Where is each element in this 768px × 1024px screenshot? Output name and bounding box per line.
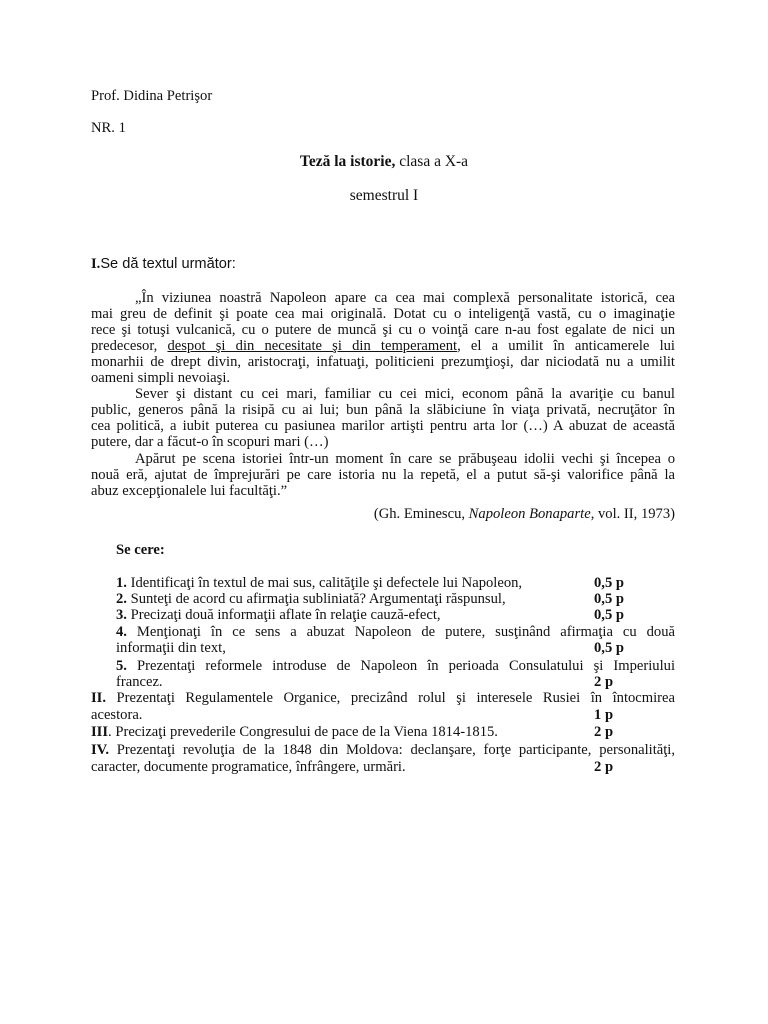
- citation-book-title: Napoleon Bonaparte: [468, 506, 591, 522]
- requirement-4: [116, 624, 675, 640]
- citation: [374, 506, 675, 522]
- requirement-number: 3.: [116, 607, 127, 623]
- citation-end: , vol. II, 1973): [590, 506, 675, 522]
- document-number: NR. 1: [91, 120, 126, 136]
- section-1-label: I.: [91, 256, 101, 272]
- section-3-points: 2 p: [594, 724, 614, 740]
- section-2: [91, 690, 675, 706]
- section-text: . Precizaţi prevederile Congresului de pace de la Viena 1814-1815.: [108, 724, 498, 740]
- requirements-heading: Se cere:: [116, 542, 165, 558]
- requirement-number: 5.: [116, 658, 127, 674]
- quote-p3-line1: Apărut pe scena istoriei într-un moment în care se prăbuşeau idolii vechi şi începea o: [135, 451, 675, 467]
- requirement-1-points: 0,5 p: [594, 575, 625, 591]
- requirement-4-line2: informaţii din text,: [116, 640, 226, 656]
- underlined-statement: despot şi din necesitate şi din temperament: [167, 338, 458, 354]
- section-4: [91, 742, 675, 758]
- page-title: [0, 154, 768, 170]
- quote-p1-line6: oameni simpli nevoiaşi.: [91, 370, 231, 386]
- section-4-points: 2 p: [594, 759, 614, 775]
- requirement-5-line2: francez.: [116, 674, 163, 690]
- semester-subtitle: semestrul I: [349, 187, 419, 204]
- requirement-text: Menţionaţi în ce sens a abuzat Napoleon de putere, susţinând afirmaţia cu două: [126, 624, 675, 640]
- requirement-number: 4.: [116, 624, 127, 640]
- section-2-points: 1 p: [594, 707, 614, 723]
- requirement-text: Prezentaţi reformele introduse de Napoleon în perioada Consulatului şi Imperiului: [126, 658, 675, 674]
- quote-p2-line2: public, generos până la risipă cu ai lui; bun până la slăbiciune în viaţa privată, necruţător în: [91, 402, 675, 418]
- requirement-5-points: 2 p: [594, 674, 614, 690]
- quote-p1-line2: mai greu de definit şi poate cea mai originală. Dotat cu o inteligenţă vastă, cu o imaginaţie: [91, 306, 675, 322]
- quote-p3-line3: abuz excepţionalele lui facultăţi.”: [91, 483, 288, 499]
- requirement-text: Identificaţi în textul de mai sus, calităţile şi defectele lui Napoleon,: [126, 575, 523, 591]
- quote-p3-line2: nouă eră, ajutat de împrejurări pe care istoria nu la repetă, el a putut să-şi valorifice până la: [91, 467, 675, 483]
- section-number: II.: [91, 690, 107, 706]
- section-text: Prezentaţi revoluţia de la 1848 din Moldova: declanşare, forţe participante, personalităţi,: [109, 742, 675, 758]
- section-2-line2: acestora.: [91, 707, 143, 723]
- quote-p2-line1: Sever şi distant cu cei mari, familiar cu cei mici, econom până la avariţie cu banul: [135, 386, 675, 402]
- author-name: Prof. Didina Petrişor: [91, 88, 213, 104]
- requirement-text: Sunteţi de acord cu afirmaţia subliniată? Argumentaţi răspunsul,: [126, 591, 506, 607]
- section-text: Prezentaţi Regulamentele Organice, precizând rolul şi interesele Rusiei în întocmirea: [106, 690, 675, 706]
- section-4-line2: caracter, documente programatice, înfrângere, urmări.: [91, 759, 406, 775]
- quote-p1-line3: rece şi totuşi vulcanică, cu o putere de muncă şi cu o voinţă care n-au fost egalate de nici un: [91, 322, 675, 338]
- section-1-intro: [91, 256, 236, 272]
- quote-text: , el a umilit în anticamerele lui: [457, 338, 675, 354]
- requirement-3-points: 0,5 p: [594, 607, 625, 623]
- requirement-number: 2.: [116, 591, 127, 607]
- section-number: IV.: [91, 742, 109, 758]
- quote-p2-line4: putere, dar a făcut-o în scopuri mari (…): [91, 434, 329, 450]
- requirement-text: Precizaţi două informaţii aflate în relaţie cauză-efect,: [126, 607, 441, 623]
- title-bold: Teză la istorie,: [299, 153, 396, 170]
- quote-p1-line1: „În viziunea noastră Napoleon apare ca cea mai complexă personalitate istorică, cea: [135, 290, 675, 306]
- requirement-4-points: 0,5 p: [594, 640, 625, 656]
- requirement-2: [116, 591, 506, 607]
- requirement-3: [116, 607, 441, 623]
- section-3: [91, 724, 498, 740]
- requirement-number: 1.: [116, 575, 127, 591]
- citation-start: (Gh. Eminescu,: [373, 506, 469, 522]
- requirement-1: [116, 575, 522, 591]
- section-1-intro-text: Se dă textul următor:: [100, 256, 236, 272]
- requirement-5: [116, 658, 675, 674]
- quote-p2-line3: cea politică, a iubit puterea cu pasiunea marilor artişti pentru arta lor (…) A abuzat de această: [91, 418, 675, 434]
- quote-text: predecesor,: [91, 338, 168, 354]
- quote-p1-line5: monarhii de drept divin, aristocraţi, infatuaţi, politicieni prezumţioşi, dar niciodată nu a umilit: [91, 354, 675, 370]
- title-rest: clasa a X-a: [395, 153, 469, 170]
- requirement-2-points: 0,5 p: [594, 591, 625, 607]
- quote-p1-line4: [91, 338, 675, 354]
- section-number: III: [91, 724, 109, 740]
